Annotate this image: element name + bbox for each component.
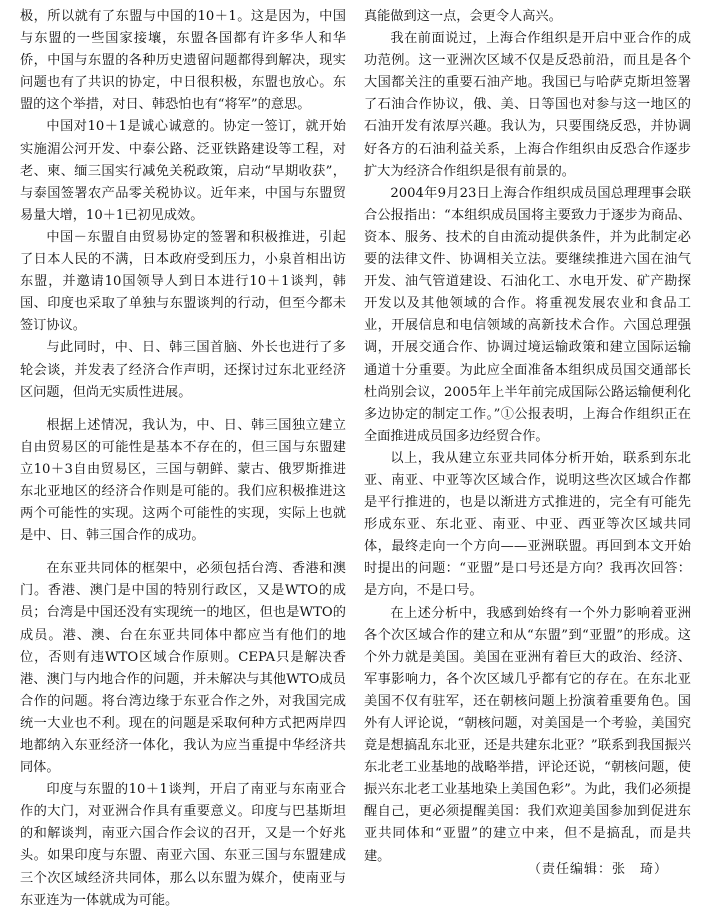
paragraph: 2004年9月23日上海合作组织成员国总理理事会联合公报指出：“本组织成员国将主要致力于逐步为商品、资本、服务、技术的自由流动提供条件，并为此制定必要的法律文件、协调相关立法。要继续推进六国在油气开发、油气管道建设、石油化工、水电开发、矿产勘探开发以及其他领域的合作。将重视发展农业和食品工业，开展信息和电信领域的高新技术合作。六国总理强调，开展交通合作、协调过境运输政策和建立国际运输通道十分重要。为此应全面准备本组织成员国交通部长杜尚别会议，2005年上半年前完成国际公路运输便利化多边协定的制定工作。”①公报表明，上海合作组织正在全面推进成员国多边经贸合作。 xyxy=(364,185,691,444)
paragraph: 我在前面说过，上海合作组织是开启中亚合作的成功范例。这一亚洲次区域不仅是反恐前沿，而且是各个大国都关注的重要石油产地。我国已与哈萨克斯坦签署了石油合作协议，俄、美、日等国也对参与这一地区的石油开发有浓厚兴趣。我认为，只要围绕反恐，并协调好各方的石油利益关系，上海合作组织由反恐合作逐步扩大为经济合作组织是很有前景的。 xyxy=(364,31,691,179)
left-column xyxy=(20,6,346,912)
editor-credit: （责任编辑：张 琦） xyxy=(527,862,668,877)
right-column xyxy=(364,6,691,868)
paragraph: 中国－东盟自由贸易协定的签署和积极推进，引起了日本人民的不满，日本政府受到压力，小泉首相出访东盟，并邀请10国领导人到日本进行10＋1谈判，韩国、印度也采取了单独与东盟谈判的行动，但至今都未签订协议。 xyxy=(20,229,346,334)
paragraph: 极，所以就有了东盟与中国的10＋1。这是因为，中国与东盟的一些国家接壤，东盟各国都有许多华人和华侨，中国与东盟的各种历史遗留问题都得到解决，现实问题也有了共识的协定，中日很积极，东盟也放心。东盟的这个举措，对日、韩恐怕也有“将军”的意思。 xyxy=(20,9,346,113)
paragraph: 与此同时，中、日、韩三国首脑、外长也进行了多轮会谈，并发表了经济合作声明，还探讨过东北亚经济区问题，但尚无实质性进展。 xyxy=(20,340,346,400)
paragraph: 在东亚共同体的框架中，必须包括台湾、香港和澳门。香港、澳门是中国的特别行政区，又是WTO的成员；台湾是中国还没有实现统一的地区，但也是WTO的成员。港、澳、台在东亚共同体中都应当有他们的地位，否则有违WTO区域合作原则。CEPA只是解决香港、澳门与内地合作的问题，并未解决与其他WTO成员合作的问题。将台湾边缘于东亚合作之外，对我国完成统一大业也不利。现在的问题是采取何种方式把两岸四地都纳入东亚经济一体化，我认为应当重提中华经济共同体。 xyxy=(20,561,346,776)
paragraph: 以上，我从建立东亚共同体分析开始，联系到东北亚、南亚、中亚等次区域合作，说明这些次区域合作都是平行推进的，也是以渐进方式推进的，完全有可能先形成东亚、东北亚、南亚、中亚、西亚等次区域共同体，最终走向一个方向——亚洲联盟。再回到本文开始时提出的问题：“亚盟”是口号还是方向？我再次回答：是方向，不是口号。 xyxy=(364,450,691,599)
paragraph: 根据上述情况，我认为，中、日、韩三国独立建立自由贸易区的可能性是基本不存在的，但三国与东盟建立10＋3自由贸易区，三国与朝鲜、蒙古、俄罗斯推进东北亚地区的经济合作则是可能的。我们应积极推进这两个可能性的实现。这两个可能性的实现，实际上也就是中、日、韩三国合作的成功。 xyxy=(20,417,346,544)
paragraph: 中国对10＋1是诚心诚意的。协定一签订，就开始实施湄公河开发、中泰公路、泛亚铁路建设等工程，对老、柬、缅三国实行减免关税政策，启动“早期收获”，与泰国签署农产品零关税协议。近年来，中国与东盟贸易量大增，10＋1已初见成效。 xyxy=(20,119,346,223)
paragraph: 在上述分析中，我感到始终有一个外力影响着亚洲各个次区域合作的建立和从“东盟”到“亚盟”的形成。这个外力就是美国。美国在亚洲有着巨大的政治、经济、军事影响力，各个次区域几乎都有它的存在。在东北亚美国不仅有驻军，还在朝核问题上扮演着重要角色。国外有人评论说，“朝核问题，对美国是一个考验，美国究竟是想搞乱东北亚，还是共建东北亚？”联系到我国振兴东北老工业基地的战略举措，评论还说，“朝核问题，使振兴东北老工业基地染上美国色彩”。为此，我们必须提醒自己，更必须提醒美国：我们欢迎美国参加到促进东亚共同体和“亚盟”的建立中来，但不是搞乱，而是共建。 xyxy=(364,605,691,864)
paragraph: 印度与东盟的10＋1谈判，开启了南亚与东南亚合作的大门，对亚洲合作具有重要意义。印度与巴基斯坦的和解谈判，南亚六国合作会议的召开，又是一个好兆头。如果印度与东盟、南亚六国、东亚三国与东盟建成三个次区域经济共同体，那么以东盟为媒介，使南亚与东亚连为一体就成为可能。 xyxy=(20,782,346,908)
paragraph: 真能做到这一点，会更令人高兴。 xyxy=(364,9,562,24)
